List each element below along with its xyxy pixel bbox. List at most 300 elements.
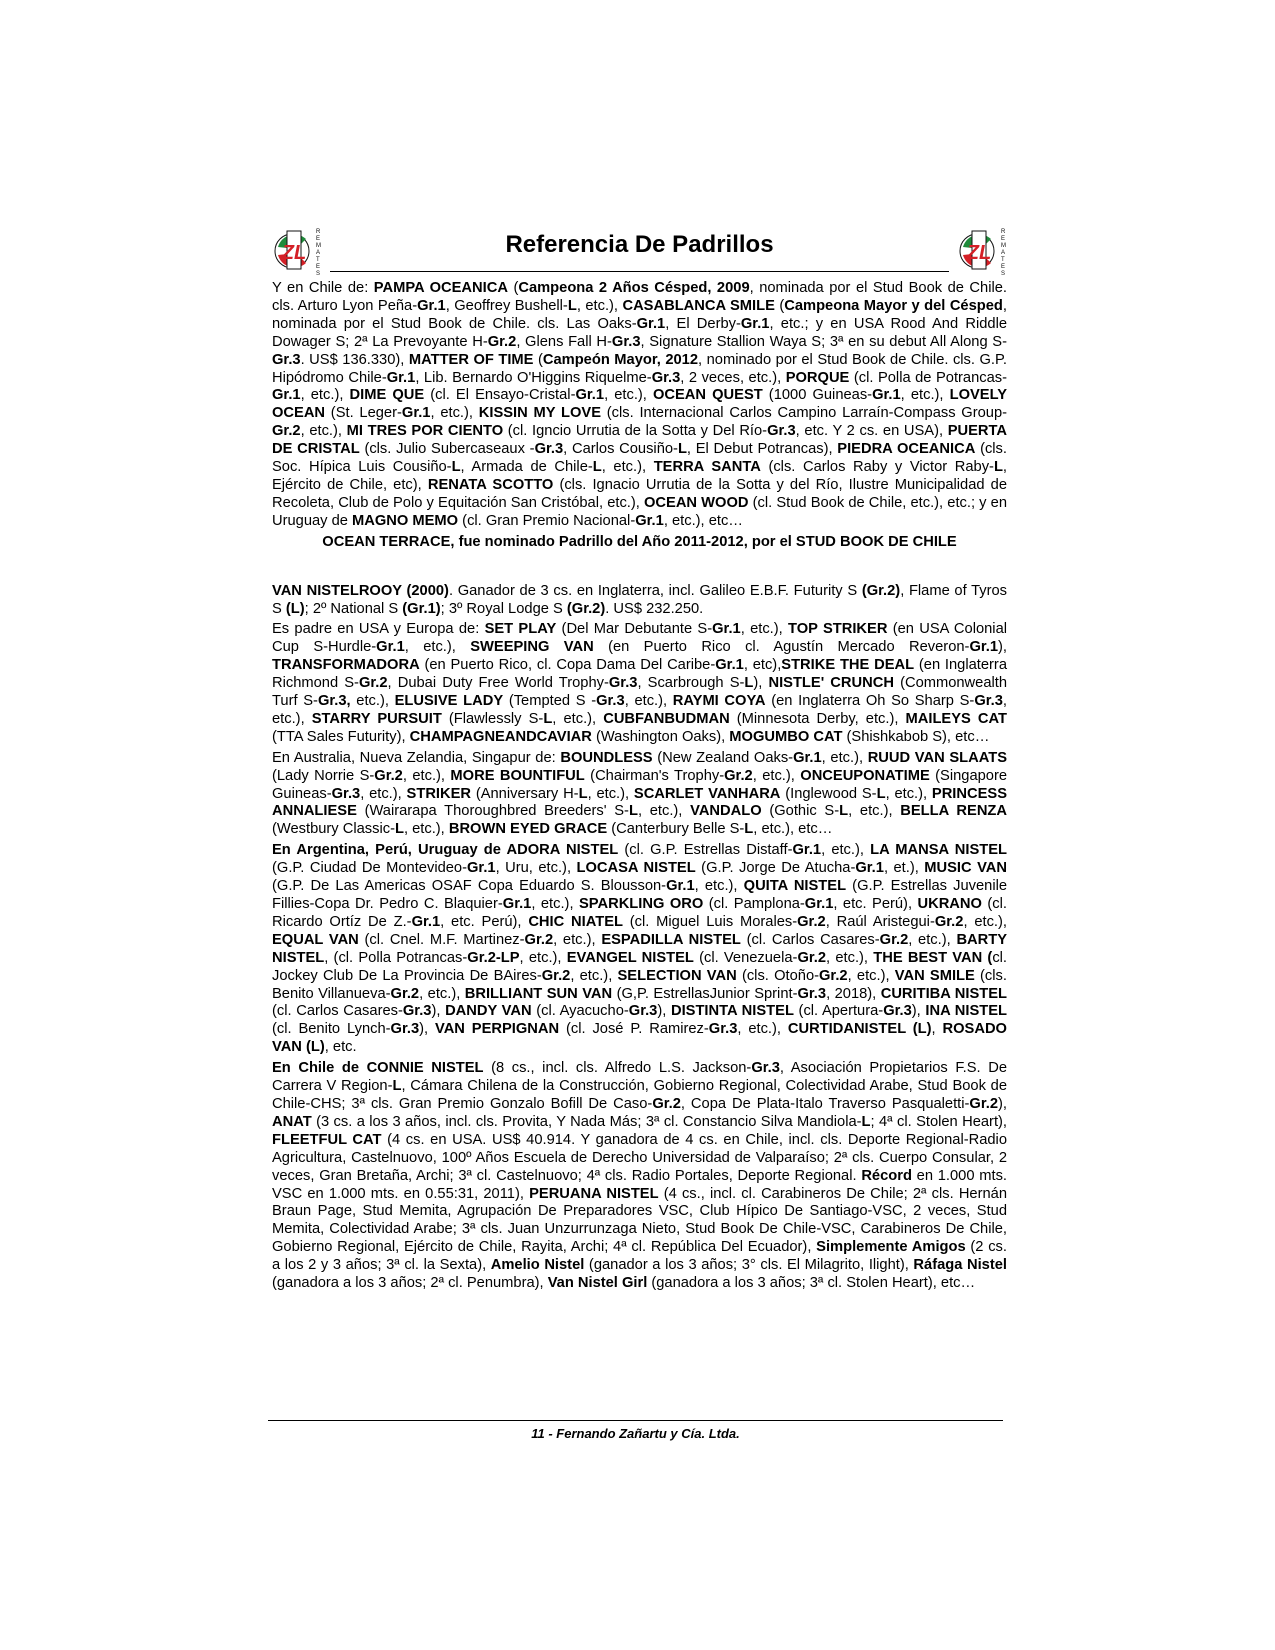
text-run: (ganadora a los 3 años; 2ª cl. Penumbra), (272, 1275, 548, 1292)
bold-text-run: BROWN EYED GRACE (448, 821, 608, 838)
bold-text-run: MAGNO MEMO (352, 512, 459, 529)
bold-text-run: SCARLET VANHARA (633, 785, 781, 802)
bold-text-run: Gr.1 (792, 842, 822, 859)
text-run: (Gothic S- (761, 803, 840, 820)
bold-text-run: En Argentina, Perú, Uruguay de ADORA NISTEL (272, 842, 619, 859)
text-run: ), (419, 1021, 435, 1038)
bold-text-run: L (578, 785, 588, 802)
bold-text-run: (Gr.1) (402, 600, 441, 617)
text-run: (en Puerto Rico, cl. Copa Dama Del Caribe- (419, 657, 716, 674)
text-run: (ganador a los 3 años; 3° cls. El Milagrito, Ilight), (584, 1257, 914, 1274)
bold-text-run: EVANGEL NISTEL (566, 949, 694, 966)
text-run: ( (774, 297, 785, 314)
text-run: Y en Chile de: (272, 280, 374, 296)
text-run: (G.P. Estrellas Juvenile Fillies-Copa Dr. Pedro C. Blaquier- (272, 878, 1008, 912)
text-run: (cl. Apertura- (793, 1003, 884, 1020)
svg-text:S: S (1001, 271, 1006, 275)
text-run: , (cl. Polla Potrancas- (324, 949, 468, 966)
text-run: , etc.), (694, 878, 744, 895)
text-run: (en Puerto Rico cl. Agustín Mercado Reveron- (593, 639, 970, 656)
bold-text-run: Gr.2-LP (467, 949, 520, 966)
ocean-terrace-paragraph (272, 280, 1007, 531)
text-run: (cls. Julio Subercaseaux - (359, 441, 535, 458)
text-run: , Lib. Bernardo O'Higgins Riquelme- (415, 369, 652, 386)
text-run: . US$ 232.250. (605, 600, 704, 617)
bold-text-run: Gr.3 (596, 693, 625, 710)
bold-text-run: Gr.2 (797, 913, 826, 930)
text-run: (4 cs. en USA. US$ 40.914. Y ganadora de 4 cs. en Chile, incl. cls. Deporte Regional-Radio Agricultura, Castelnuovo, 100º Años Escuela de Derecho Universidad de Valparaíso; 2ª cls. Cuerpo Consular, 2 veces, Gran Bretaña, Archi; 3ª cl. Castelnuovo; 4ª cls. Radio Portales, Deporte Regional. (272, 1131, 1007, 1184)
bold-text-run: ANAT (272, 1113, 312, 1130)
text-run: , etc.), (553, 931, 602, 948)
text-run: , 2018), (826, 985, 881, 1002)
text-run: , Scarbrough S- (637, 675, 745, 692)
text-run: , etc.), (737, 1021, 788, 1038)
bold-text-run: Gr.1 (740, 315, 770, 332)
bold-text-run: STRIKER (406, 785, 472, 802)
text-run: En Australia, Nueva Zelandia, Singapur de: (272, 749, 561, 766)
zl-remates-logo (272, 225, 322, 275)
text-run: , etc.), (404, 639, 471, 656)
bold-text-run: L (677, 441, 687, 458)
text-run: , et.), (883, 860, 925, 877)
bold-text-run: PERUANA NISTEL (529, 1185, 659, 1202)
bold-text-run: Gr.2 (524, 931, 554, 948)
svg-text:M: M (316, 243, 321, 249)
text-run: (Del Mar Debutante S- (556, 621, 713, 638)
bold-text-run: L (592, 459, 602, 476)
text-run: ), (657, 1003, 671, 1020)
text-run: (Commonwealth Turf S- (272, 675, 1007, 710)
bold-text-run: VAN NISTELROOY (2000) (272, 582, 449, 599)
text-run: (cls. Ignacio Urrutia de la Sotta y del Río, Ilustre Municipalidad de Recoleta, Club de Polo y Equitación San Cristóbal, etc.), (272, 476, 1007, 511)
main-content (272, 280, 1007, 1296)
bold-text-run: OCEAN QUEST (652, 387, 763, 404)
bold-text-run: Gr.3 (608, 675, 638, 692)
text-run: , Geoffrey Bushell- (445, 297, 568, 314)
bold-text-run: Gr.1 (376, 639, 405, 656)
text-run: , Glens Fall H- (516, 333, 612, 350)
text-run: (Inglewood S- (780, 785, 877, 802)
text-run: (cl. Ayacucho- (531, 1003, 629, 1020)
bold-text-run: Gr.2 (541, 967, 571, 984)
text-run: , Asociación Propietarios F.S. De Carrera V Region- (272, 1060, 1007, 1095)
text-run: (G.P. Ciudad De Montevideo- (272, 860, 467, 877)
bold-text-run: RAYMI COYA (672, 693, 766, 710)
bold-text-run: L (744, 821, 754, 838)
text-run: (Canterbury Belle S- (607, 821, 745, 838)
text-run: (Tempted S - (503, 693, 597, 710)
bold-text-run: Gr.1 (804, 896, 834, 912)
svg-text:E: E (1001, 236, 1006, 242)
bold-text-run: Campeón Mayor, 2012 (542, 351, 699, 368)
bold-text-run: Gr.1 (411, 913, 441, 930)
text-run: ( (533, 351, 543, 368)
bold-text-run: L (543, 710, 553, 727)
van-nistelrooy-intro (272, 583, 1007, 619)
text-run: , etc.), (360, 785, 407, 802)
bold-text-run: Gr.2 (819, 967, 848, 984)
svg-text:E: E (1001, 264, 1006, 270)
bold-text-run: Gr.2 (272, 423, 301, 440)
text-run: (cl. Miguel Luis Morales- (622, 913, 798, 930)
text-run: , etc.), (587, 785, 634, 802)
text-run: , etc.), (272, 693, 1008, 727)
text-run: , Armada de Chile- (460, 459, 593, 476)
text-run: (cl. Igncio Urrutia de la Sotta y Del Río- (503, 423, 768, 440)
bold-text-run: Campeona 2 Años Césped, 2009 (518, 280, 750, 296)
text-run: , etc.), (300, 423, 347, 440)
bold-text-run: VAN PERPIGNAN (434, 1021, 560, 1038)
bold-text-run: Amelio Nistel (490, 1257, 585, 1274)
bold-text-run: MUSIC VAN (924, 860, 1008, 877)
text-run: , etc), (743, 657, 782, 674)
text-run: , etc.), (740, 621, 789, 638)
bold-text-run: Gr.3 (708, 1021, 738, 1038)
text-run: (1000 Guineas- (762, 387, 873, 404)
bold-text-run: MATTER OF TIME (408, 351, 534, 368)
section-spacer (272, 555, 1007, 583)
text-run: (G.P. De Las Americas OSAF Copa Eduardo S. Blousson- (272, 878, 667, 895)
text-run: , etc.), (847, 967, 895, 984)
bold-text-run: Gr.2 (724, 767, 753, 784)
bold-text-run: Gr.3, (317, 693, 351, 710)
bold-text-run: L (744, 675, 754, 692)
text-run: , Copa De Plata-Italo Traverso Pasqualetti- (680, 1095, 970, 1112)
bold-text-run: Gr.1 (969, 639, 999, 656)
text-run: (G.P. Jorge De Atucha- (695, 860, 856, 877)
text-run: , etc.), (531, 896, 579, 912)
bold-text-run: CHAMPAGNEANDCAVIAR (409, 728, 592, 745)
bold-text-run: L (451, 459, 461, 476)
text-run: en 1.000 mts. VSC en 1.000 mts. en 0.55:31, 2011), (272, 1167, 1007, 1202)
text-run: (cls. Internacional Carlos Campino Larraín-Compass Group- (601, 405, 1008, 422)
bold-text-run: L (839, 803, 849, 820)
bold-text-run: L (394, 821, 404, 838)
svg-text:T: T (1001, 257, 1005, 263)
bold-text-run: Gr.2 (374, 767, 403, 784)
bold-text-run: Récord (861, 1167, 912, 1184)
text-run: , etc.), (604, 387, 653, 404)
text-run: (New Zealand Oaks- (652, 749, 794, 766)
bold-text-run: (Gr.2) (566, 600, 606, 617)
text-run: ), (431, 1003, 446, 1020)
bold-text-run: Campeona Mayor y del Césped (784, 297, 1003, 314)
bold-text-run: STRIKE THE DEAL (781, 657, 915, 674)
text-run: , etc.), (300, 387, 350, 404)
text-run: ), (998, 639, 1008, 656)
bold-text-run: Gr.1 (666, 878, 695, 895)
bold-text-run: Gr.1 (715, 657, 744, 674)
text-run: (cls. Otoño- (736, 967, 819, 984)
svg-text:A: A (316, 250, 321, 256)
text-run: , etc.), (821, 749, 868, 766)
text-run: Es padre en USA y Europa de: (272, 621, 485, 638)
text-run: ; 3º Royal Lodge S (440, 600, 567, 617)
svg-text:E: E (316, 236, 321, 242)
text-run: ; 2º National S (304, 600, 403, 617)
text-run: , etc.), (552, 710, 604, 727)
bold-text-run: VAN SMILE (894, 967, 975, 984)
text-run: , etc. Perú), (833, 896, 918, 912)
bold-text-run: ESPADILLA NISTEL (601, 931, 741, 948)
text-run: (en USA Colonial Cup S-Hurdle- (272, 621, 1008, 656)
text-run: , etc. Y 2 cs. en USA), (795, 423, 948, 440)
bold-text-run: SPARKLING ORO (578, 896, 704, 912)
bold-text-run: MAILEYS CAT (905, 710, 1008, 727)
text-run: (cl. Stud Book de Chile, etc.), etc.; y en Uruguay de (272, 494, 1007, 529)
bold-text-run: L (567, 297, 577, 314)
bold-text-run: BARTY NISTEL (272, 931, 1008, 966)
bold-text-run: DISTINTA NISTEL (670, 1003, 794, 1020)
text-run: (cl. El Ensayo-Cristal- (424, 387, 576, 404)
text-run: (8 cs., incl. cls. Alfredo L.S. Jackson- (483, 1060, 752, 1077)
bold-text-run: L (876, 785, 886, 802)
bold-text-run: Gr.1 (272, 387, 301, 404)
bold-text-run: LOVELY OCEAN (272, 387, 1008, 422)
bold-text-run: LA MANSA NISTEL (870, 842, 1007, 859)
bold-text-run: LOCASA NISTEL (576, 860, 696, 877)
bold-text-run: Gr.2 (390, 985, 420, 1002)
text-run: ; 4ª cl. Stolen Heart), (870, 1113, 1007, 1130)
text-run: (cls. Carlos Raby y Victor Raby- (760, 459, 994, 476)
text-run: (Flawlessly S- (441, 710, 544, 727)
bold-text-run: Gr.3 (751, 1060, 780, 1077)
text-run: (cls. Benito Villanueva- (272, 967, 1007, 1002)
text-run: , etc.; y en USA Rood And Riddle Dowager S; 2ª La Prevoyante H- (272, 315, 1007, 350)
text-run: , El Debut Potrancas), (686, 441, 838, 458)
bold-text-run: Gr.1 (855, 860, 884, 877)
bold-text-run: MORE BOUNTIFUL (450, 767, 585, 784)
text-run: (Washington Oaks), (591, 728, 730, 745)
text-run: , Raúl Aristegui- (825, 913, 935, 930)
bold-text-run: BOUNDLESS (560, 749, 653, 766)
bold-text-run: Gr.2 (934, 913, 964, 930)
text-run: , nominada por el Stud Book de Chile. cls. Las Oaks- (272, 297, 1007, 332)
text-run: (Wairarapa Thoroughbred Breeders' S- (356, 803, 629, 820)
bold-text-run: (L) (285, 600, 305, 617)
bold-text-run: MI TRES POR CIENTO (346, 423, 504, 440)
bold-text-run: DIME QUE (349, 387, 425, 404)
text-run: , Signature Stallion Waya S; 3ª en su debut All Along S- (640, 333, 1007, 350)
bold-text-run: En Chile de CONNIE NISTEL (272, 1060, 484, 1077)
bold-text-run: RENATA SCOTTO (427, 476, 554, 493)
bold-text-run: L (993, 459, 1003, 476)
bold-text-run: MOGUMBO CAT (729, 728, 843, 745)
bold-text-run: QUITA NISTEL (743, 878, 847, 895)
text-run: (Westbury Classic- (272, 821, 395, 838)
bold-text-run: CASABLANCA SMILE (622, 297, 775, 314)
bold-text-run: SET PLAY (484, 621, 557, 638)
text-run: , etc.), etc… (753, 821, 833, 838)
van-nistelrooy-chile (272, 1060, 1007, 1293)
text-run: , Cámara Chilena de la Construcción, Gobierno Regional, Colectividad Arabe, Stud Book de Chile-CHS; 3ª cls. Gran Premio Gonzalo Bofill De Caso- (272, 1078, 1007, 1112)
footer-rule (268, 1420, 1003, 1421)
svg-text:S: S (316, 271, 321, 275)
text-run: , etc. (324, 1039, 357, 1056)
bold-text-run: Gr.3 (651, 369, 681, 386)
bold-text-run: INA NISTEL (925, 1003, 1007, 1020)
text-run: , nominada por el Stud Book de Chile. cls. Arturo Lyon Peña- (272, 280, 1007, 314)
bold-text-run: Gr.3 (534, 441, 564, 458)
text-run: (G,P. EstrellasJunior Sprint- (612, 985, 798, 1002)
bold-text-run: Gr.1 (636, 315, 666, 332)
bold-text-run: ELUSIVE LADY (394, 693, 504, 710)
svg-text:E: E (316, 264, 321, 270)
text-run: , etc.), (403, 821, 449, 838)
bold-text-run: Gr.3 (611, 333, 641, 350)
van-nistelrooy-usa-europe (272, 621, 1007, 746)
text-run: , etc.), (402, 767, 451, 784)
bold-text-run: CUBFANBUDMAN (603, 710, 730, 727)
bold-text-run: TRANSFORMADORA (272, 657, 420, 674)
bold-text-run: Gr.3 (390, 1021, 420, 1038)
text-run: , Ejército de Chile, etc), (272, 459, 1008, 493)
text-run: (Chairman's Trophy- (584, 767, 725, 784)
text-run: , (931, 1021, 943, 1038)
text-run: (cl. Cnel. M.F. Martinez- (358, 931, 525, 948)
text-run: , etc.), (752, 767, 801, 784)
bold-text-run: BRILLIANT SUN VAN (464, 985, 613, 1002)
bold-text-run: BELLA RENZA (900, 803, 1007, 820)
svg-text:R: R (1001, 229, 1006, 235)
text-run: , etc.), (826, 949, 874, 966)
bold-text-run: STARRY PURSUIT (311, 710, 442, 727)
bold-text-run: SELECTION VAN (617, 967, 737, 984)
text-run: , etc.), (430, 405, 479, 422)
page-footer: 11 - Fernando Zañartu y Cía. Ltda. (531, 1426, 740, 1441)
text-run: , Flame of Tyros S (272, 582, 1007, 617)
text-run: cl. Jockey Club De La Provincia De BAires- (272, 949, 1008, 984)
bold-text-run: PUERTA DE CRISTAL (272, 423, 1008, 458)
bold-text-run: TOP STRIKER (788, 621, 888, 638)
text-run: (cl. Venezuela- (693, 949, 798, 966)
text-run: . Ganador de 3 cs. en Inglaterra, incl. Galileo E.B.F. Futurity S (448, 582, 862, 599)
bold-text-run: Gr.1 (872, 387, 901, 404)
text-run: (Shishkabob S), etc… (842, 728, 990, 745)
text-run: ), (911, 1003, 926, 1020)
van-nistelrooy-australia (272, 750, 1007, 840)
bold-text-run: Ráfaga Nistel (913, 1257, 1007, 1274)
text-run: , etc.), (570, 967, 618, 984)
text-run: (Anniversary H- (471, 785, 579, 802)
text-run: (cl. Benito Lynch- (272, 1021, 391, 1038)
text-run: (cl. Pamplona- (703, 896, 805, 912)
bold-text-run: Gr.3 (402, 1003, 432, 1020)
bold-text-run: UKRANO (917, 896, 982, 912)
text-run: , etc.), (624, 693, 673, 710)
text-run: (cl. Gran Premio Nacional- (458, 512, 636, 529)
bold-text-run: Simplemente Amigos (816, 1239, 966, 1256)
text-run: , etc.), (963, 913, 1007, 930)
text-run: (cl. G.P. Estrellas Distaff- (618, 842, 793, 859)
text-run: (St. Leger- (325, 405, 402, 422)
bold-text-run: CURTIDANISTEL (L) (787, 1021, 932, 1038)
bold-text-run: ROSADO VAN (L) (272, 1021, 1007, 1056)
bold-text-run: Gr.2 (487, 333, 517, 350)
text-run: (cls. Soc. Hípica Luis Cousiño- (272, 441, 1007, 476)
text-run: , etc.), (848, 803, 901, 820)
text-run: , etc.), (419, 985, 465, 1002)
bold-text-run: Gr.1 (502, 896, 532, 912)
bold-text-run: Gr.3 (797, 985, 827, 1002)
text-run: (cl. Carlos Casares- (272, 1003, 403, 1020)
svg-text:T: T (316, 257, 320, 263)
text-run: (TTA Sales Futurity), (272, 728, 410, 745)
text-run: , El Derby- (665, 315, 741, 332)
svg-text:M: M (1001, 243, 1006, 249)
bold-text-run: Gr.1 (712, 621, 741, 638)
bold-text-run: Gr.2 (652, 1095, 681, 1112)
svg-text:A: A (1001, 250, 1006, 256)
text-run: (2 cs. a los 2 y 3 años; 3ª cl. la Sexta), (272, 1239, 1007, 1274)
bold-text-run: TERRA SANTA (653, 459, 761, 476)
text-run: , etc.), etc… (663, 512, 743, 529)
bold-text-run: Gr.1 (466, 860, 496, 877)
bold-text-run: Gr.3 (767, 423, 796, 440)
bold-text-run: EQUAL VAN (272, 931, 359, 948)
bold-text-run: Gr.3 (883, 1003, 912, 1020)
zl-remates-logo (957, 225, 1007, 275)
text-run: etc.), (350, 693, 395, 710)
bold-text-run: CHIC NIATEL (528, 913, 623, 930)
text-run: (cl. Polla de Potrancas- (849, 369, 1008, 386)
text-run: , etc.), (576, 297, 623, 314)
text-run: (en Inglaterra Richmond S- (272, 657, 1007, 692)
text-run: ), (753, 675, 769, 692)
text-run: , etc.), (519, 949, 567, 966)
bold-text-run: FLEETFUL CAT (272, 1131, 382, 1148)
bold-text-run: KISSIN MY LOVE (478, 405, 602, 422)
ocean-terrace-award: OCEAN TERRACE, fue nominado Padrillo del Año 2011-2012, por el STUD BOOK DE CHILE (322, 533, 957, 550)
text-run: , etc.), (908, 931, 957, 948)
bold-text-run: THE BEST VAN ( (873, 949, 993, 966)
bold-text-run: PIEDRA OCEANICA (837, 441, 976, 458)
text-run: , etc.), (637, 803, 691, 820)
text-run: (cl. Ricardo Ortíz De Z.- (272, 896, 1007, 930)
bold-text-run: PAMPA OCEANICA (373, 280, 508, 296)
text-run: (3 cs. a los 3 años, incl. cls. Provita, Y Nada Más; 3ª cl. Constancio Silva Mandiola- (311, 1113, 862, 1130)
bold-text-run: L (392, 1078, 402, 1095)
text-run: , etc.), (900, 387, 950, 404)
text-run: (Singapore Guineas- (272, 767, 1008, 802)
text-run: , etc. Perú), (440, 913, 529, 930)
text-run: , etc.), (885, 785, 932, 802)
text-run: , Uru, etc.), (495, 860, 577, 877)
bold-text-run: L (861, 1113, 871, 1130)
bold-text-run: Gr.1 (575, 387, 605, 404)
bold-text-run: CURITIBA NISTEL (880, 985, 1008, 1002)
text-run: , 2 veces, etc.), (680, 369, 786, 386)
bold-text-run: Gr.1 (401, 405, 431, 422)
text-run: (Minnesota Derby, etc.), (729, 710, 906, 727)
text-run: ( (507, 280, 519, 296)
bold-text-run: Gr.1 (386, 369, 416, 386)
text-run: , Dubai Duty Free World Trophy- (387, 675, 609, 692)
bold-text-run: PRINCESS ANNALIESE (272, 785, 1007, 820)
bold-text-run: Gr.3 (974, 693, 1003, 710)
bold-text-run: Gr.2 (879, 931, 909, 948)
svg-text:ZL: ZL (281, 242, 307, 264)
bold-text-run: OCEAN WOOD (644, 494, 749, 511)
bold-text-run: Gr.1 (635, 512, 664, 529)
bold-text-run: RUUD VAN SLAATS (867, 749, 1008, 766)
bold-text-run: ONCEUPONATIME (800, 767, 930, 784)
bold-text-run: Gr.2 (358, 675, 388, 692)
bold-text-run: (Gr.2) (861, 582, 901, 599)
title-rule (330, 225, 949, 272)
bold-text-run: L (628, 803, 638, 820)
bold-text-run: Gr.2 (797, 949, 827, 966)
